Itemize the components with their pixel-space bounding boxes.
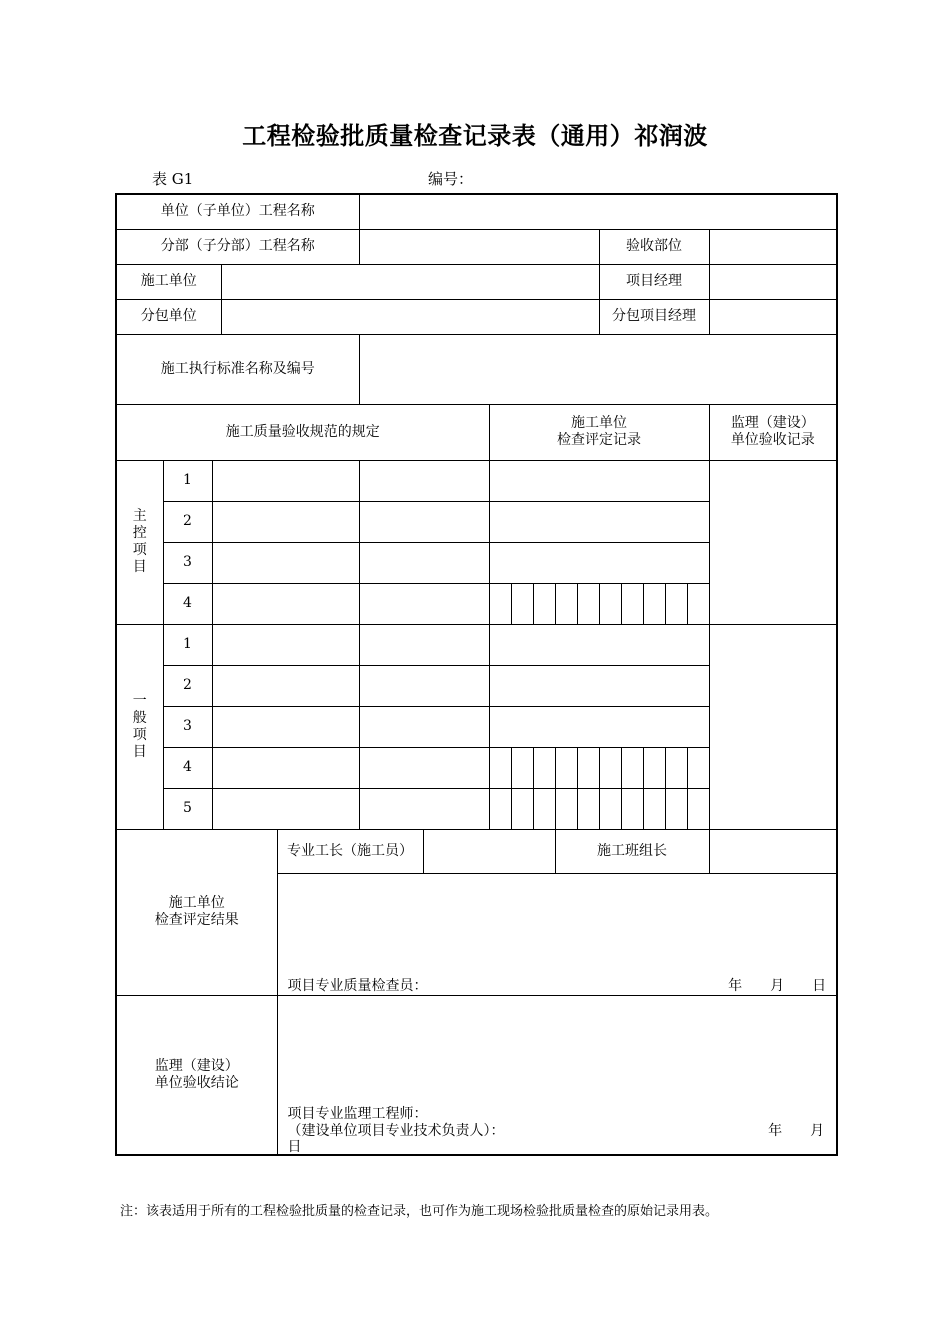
measurement-cell[interactable] (555, 747, 577, 788)
main-item-spec[interactable] (212, 501, 359, 542)
subcontractor-label: 分包单位 (116, 299, 221, 334)
general-item-spec[interactable] (212, 788, 359, 829)
general-item-number: 2 (163, 665, 212, 706)
measurement-cell[interactable] (577, 583, 599, 624)
quality-inspector-label: 项目专业质量检查员： (287, 977, 428, 994)
supervisor-header (709, 404, 837, 460)
check-result-label (116, 829, 277, 995)
check-result-label-line1: 施工单位 (168, 895, 225, 911)
main-item-spec[interactable] (212, 583, 359, 624)
general-item-record[interactable] (489, 706, 709, 747)
measurement-cell[interactable] (577, 788, 599, 829)
contractor-check-header-line2: 检查评定记录 (557, 432, 642, 448)
contractor-label: 施工单位 (116, 264, 221, 299)
standard-field[interactable] (359, 334, 837, 404)
main-item-spec[interactable] (212, 460, 359, 501)
measurement-cell[interactable] (511, 583, 533, 624)
main-item-record[interactable] (489, 542, 709, 583)
project-manager-field[interactable] (709, 264, 837, 299)
foreman-label: 专业工长（施工员） (277, 829, 423, 873)
measurement-cell[interactable] (489, 747, 511, 788)
main-items-label (116, 460, 163, 624)
measurement-cell[interactable] (555, 788, 577, 829)
measurement-cell[interactable] (533, 747, 555, 788)
main-item-number: 2 (163, 501, 212, 542)
contractor-check-header (489, 404, 709, 460)
conclusion-area[interactable] (277, 995, 837, 1155)
general-item-number: 1 (163, 624, 212, 665)
general-item-number: 3 (163, 706, 212, 747)
standard-label: 施工执行标准名称及编号 (116, 334, 359, 404)
general-item-spec[interactable] (212, 706, 359, 747)
main-item-requirement[interactable] (359, 460, 489, 501)
general-items-char-2: 般 (132, 709, 147, 726)
measurement-cell[interactable] (577, 747, 599, 788)
sub-project-manager-label: 分包项目经理 (599, 299, 709, 334)
general-items-char-4: 目 (132, 743, 147, 760)
owner-representative-label: （建设单位项目专业技术负责人）： (287, 1122, 505, 1139)
measurement-cell[interactable] (555, 583, 577, 624)
conclusion-label (116, 995, 277, 1155)
general-items-char-3: 项 (132, 726, 147, 743)
number-label: 编号： (428, 170, 474, 188)
general-item-record[interactable] (489, 665, 709, 706)
main-item-requirement[interactable] (359, 583, 489, 624)
general-item-requirement[interactable] (359, 747, 489, 788)
general-item-spec[interactable] (212, 747, 359, 788)
general-items-label (116, 624, 163, 829)
measurement-cell[interactable] (665, 788, 687, 829)
general-item-requirement[interactable] (359, 665, 489, 706)
spec-header: 施工质量验收规范的规定 (116, 404, 489, 460)
main-items-char-3: 项 (132, 542, 147, 558)
measurement-cell[interactable] (533, 583, 555, 624)
main-items-char-1: 主 (132, 508, 147, 524)
measurement-cell[interactable] (687, 747, 709, 788)
conclusion-date-day: 日 (287, 1138, 302, 1155)
sub-project-field[interactable] (359, 229, 599, 264)
check-result-area[interactable] (277, 873, 837, 995)
general-item-requirement[interactable] (359, 706, 489, 747)
project-manager-label: 项目经理 (599, 264, 709, 299)
sub-project-label: 分部（子分部）工程名称 (116, 229, 359, 264)
general-item-spec[interactable] (212, 665, 359, 706)
team-leader-field[interactable] (709, 829, 837, 873)
general-item-requirement[interactable] (359, 624, 489, 665)
measurement-cell[interactable] (599, 788, 621, 829)
general-item-spec[interactable] (212, 624, 359, 665)
measurement-cell[interactable] (643, 788, 665, 829)
sub-project-manager-field[interactable] (709, 299, 837, 334)
team-leader-label: 施工班组长 (555, 829, 709, 873)
contractor-field[interactable] (221, 264, 599, 299)
general-item-number: 5 (163, 788, 212, 829)
main-item-requirement[interactable] (359, 501, 489, 542)
conclusion-date: 年 月 (768, 1122, 825, 1139)
acceptance-part-field[interactable] (709, 229, 837, 264)
inspection-record-table (115, 193, 838, 1156)
conclusion-label-line2: 单位验收结论 (154, 1074, 239, 1091)
main-item-number: 4 (163, 583, 212, 624)
measurement-cell[interactable] (621, 788, 643, 829)
measurement-cell[interactable] (511, 747, 533, 788)
footnote: 注：该表适用于所有的工程检验批质量的检查记录，也可作为施工现场检验批质量检查的原始记录用表。 (120, 1204, 719, 1219)
acceptance-part-label: 验收部位 (599, 229, 709, 264)
general-item-record[interactable] (489, 624, 709, 665)
main-items-char-4: 目 (132, 559, 147, 575)
form-title: 工程检验批质量检查记录表（通用）祁润波 (242, 122, 708, 150)
measurement-cell[interactable] (533, 788, 555, 829)
measurement-cell[interactable] (687, 583, 709, 624)
main-item-spec[interactable] (212, 542, 359, 583)
measurement-cell[interactable] (511, 788, 533, 829)
measurement-cell[interactable] (621, 583, 643, 624)
general-item-number: 4 (163, 747, 212, 788)
supervising-engineer-label: 项目专业监理工程师： (287, 1105, 428, 1122)
conclusion-label-line1: 监理（建设） (154, 1057, 239, 1074)
main-item-number: 3 (163, 542, 212, 583)
general-item-requirement[interactable] (359, 788, 489, 829)
contractor-check-header-line1: 施工单位 (571, 415, 628, 431)
unit-project-label: 单位（子单位）工程名称 (116, 194, 359, 229)
check-result-label-line2: 检查评定结果 (154, 912, 239, 928)
subcontractor-field[interactable] (221, 299, 599, 334)
check-date: 年 月 日 (728, 977, 827, 994)
main-items-supervisor-record[interactable] (709, 460, 837, 624)
measurement-cell[interactable] (687, 788, 709, 829)
measurement-cell[interactable] (489, 583, 511, 624)
supervisor-header-line2: 单位验收记录 (730, 432, 815, 448)
form-code: 表 G1 (152, 170, 194, 188)
measurement-cell[interactable] (665, 747, 687, 788)
main-item-record[interactable] (489, 501, 709, 542)
measurement-cell[interactable] (643, 583, 665, 624)
measurement-cell[interactable] (489, 788, 511, 829)
supervisor-header-line1: 监理（建设） (730, 415, 815, 431)
measurement-cell[interactable] (643, 747, 665, 788)
main-items-char-2: 控 (132, 525, 147, 541)
general-items-supervisor-record[interactable] (709, 624, 837, 829)
measurement-cell[interactable] (599, 747, 621, 788)
main-item-record[interactable] (489, 460, 709, 501)
main-item-number: 1 (163, 460, 212, 501)
general-items-char-1: 一 (132, 692, 147, 709)
measurement-cell[interactable] (599, 583, 621, 624)
main-item-requirement[interactable] (359, 542, 489, 583)
unit-project-field[interactable] (359, 194, 837, 229)
measurement-cell[interactable] (621, 747, 643, 788)
measurement-cell[interactable] (665, 583, 687, 624)
foreman-field[interactable] (423, 829, 555, 873)
